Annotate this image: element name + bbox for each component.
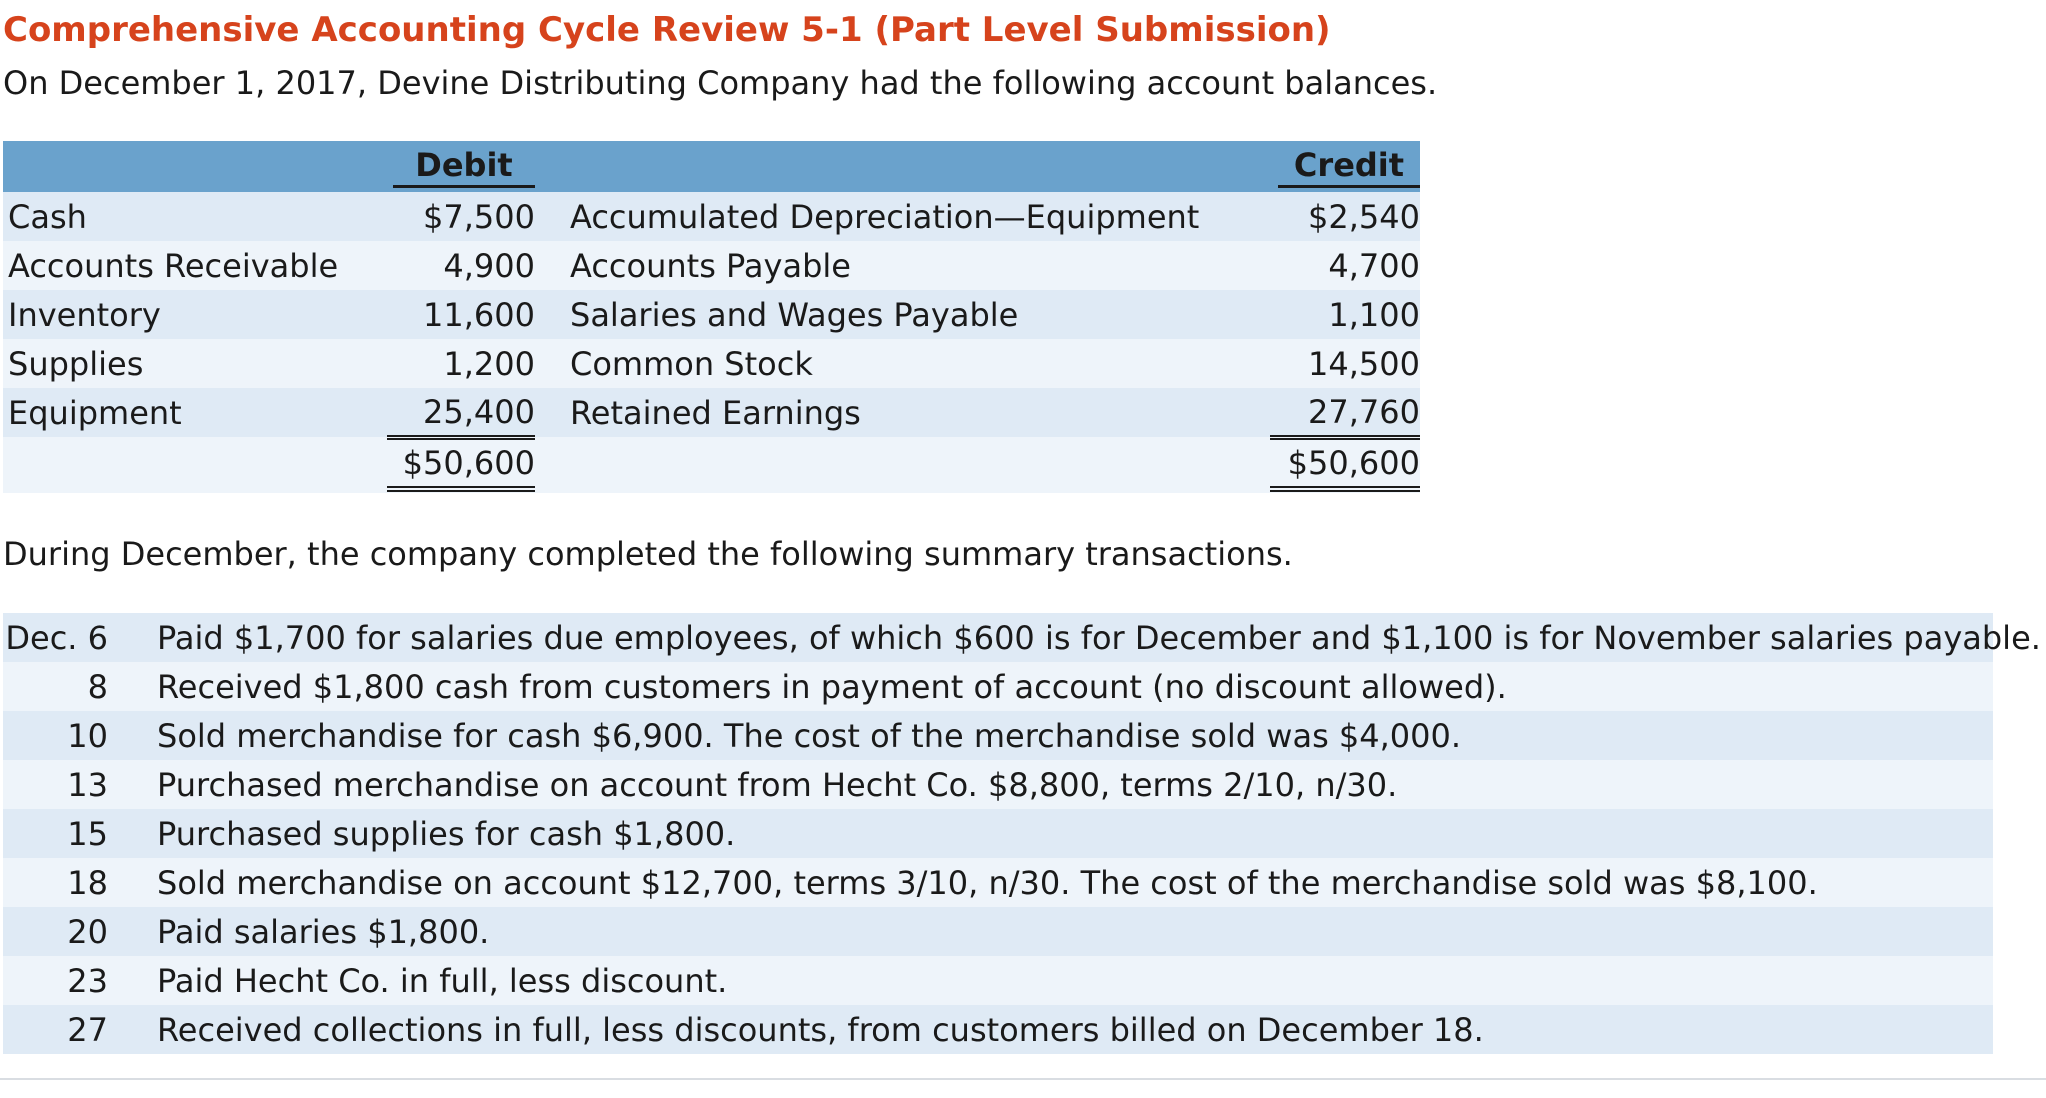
balance-row	[3, 192, 1420, 241]
transaction-text: Paid $1,700 for salaries due employees, of which $600 is for December and $1,100 is for November salaries payable.	[110, 613, 1993, 662]
balance-row	[3, 339, 1420, 388]
transaction-row	[3, 760, 1993, 809]
debit-amount: 11,600	[387, 290, 535, 339]
debit-total: $50,600	[387, 438, 535, 492]
credit-account: Common Stock	[570, 339, 1270, 388]
page-title: Comprehensive Accounting Cycle Review 5-1 (Part Level Submission)	[3, 10, 1331, 50]
credit-account: Salaries and Wages Payable	[570, 290, 1270, 339]
transaction-row	[3, 613, 1993, 662]
balance-row	[3, 388, 1420, 437]
bottom-divider	[0, 1078, 2046, 1080]
transaction-text: Paid Hecht Co. in full, less discount.	[110, 956, 1993, 1005]
transaction-text: Received collections in full, less discounts, from customers billed on December 18.	[110, 1005, 1993, 1054]
transaction-date: 18	[3, 858, 110, 907]
credit-amount: 4,700	[1270, 241, 1420, 290]
transactions-intro: During December, the company completed the following summary transactions.	[3, 535, 1293, 573]
debit-account: Supplies	[3, 339, 387, 388]
transaction-date: 15	[3, 809, 110, 858]
credit-account: Retained Earnings	[570, 388, 1270, 437]
transaction-text: Purchased supplies for cash $1,800.	[110, 809, 1993, 858]
debit-amount: 4,900	[387, 241, 535, 290]
transaction-date: 23	[3, 956, 110, 1005]
transaction-row	[3, 711, 1993, 760]
balance-row	[3, 241, 1420, 290]
credit-amount: 14,500	[1270, 339, 1420, 388]
debit-amount: $7,500	[387, 192, 535, 241]
transaction-row	[3, 907, 1993, 956]
transaction-row	[3, 858, 1993, 907]
transaction-date: 10	[3, 711, 110, 760]
balances-table	[3, 141, 1420, 493]
balances-header-row	[3, 141, 1420, 192]
debit-amount: 1,200	[387, 339, 535, 388]
credit-total: $50,600	[1270, 438, 1420, 492]
credit-amount: 27,760	[1270, 389, 1420, 437]
debit-account: Accounts Receivable	[3, 241, 387, 290]
credit-amount: $2,540	[1270, 192, 1420, 241]
debit-account: Inventory	[3, 290, 387, 339]
intro-text: On December 1, 2017, Devine Distributing Company had the following account balances.	[3, 64, 1438, 102]
transaction-text: Sold merchandise for cash $6,900. The cost of the merchandise sold was $4,000.	[110, 711, 1993, 760]
transaction-text: Sold merchandise on account $12,700, terms 3/10, n/30. The cost of the merchandise sold was $8,100.	[110, 858, 1993, 907]
transactions-table	[3, 613, 2041, 1054]
transaction-text: Purchased merchandise on account from Hecht Co. $8,800, terms 2/10, n/30.	[110, 760, 1993, 809]
transaction-row	[3, 809, 1993, 858]
balance-row	[3, 290, 1420, 339]
transaction-date: 27	[3, 1005, 110, 1054]
transaction-row	[3, 956, 1993, 1005]
transaction-date: Dec. 6	[3, 613, 110, 662]
credit-account: Accumulated Depreciation—Equipment	[570, 192, 1270, 241]
transaction-date: 20	[3, 907, 110, 956]
transaction-text: Received $1,800 cash from customers in payment of account (no discount allowed).	[110, 662, 1993, 711]
balance-total-row	[3, 437, 1420, 493]
transaction-text: Paid salaries $1,800.	[110, 907, 1993, 956]
transaction-row	[3, 662, 1993, 711]
transaction-date: 8	[3, 662, 110, 711]
credit-header: Credit	[1278, 145, 1420, 188]
transaction-row	[3, 1005, 1993, 1054]
debit-account: Equipment	[3, 388, 387, 437]
transaction-date: 13	[3, 760, 110, 809]
credit-account: Accounts Payable	[570, 241, 1270, 290]
debit-account: Cash	[3, 192, 387, 241]
debit-amount: 25,400	[387, 389, 535, 437]
debit-header: Debit	[393, 145, 535, 188]
credit-amount: 1,100	[1270, 290, 1420, 339]
